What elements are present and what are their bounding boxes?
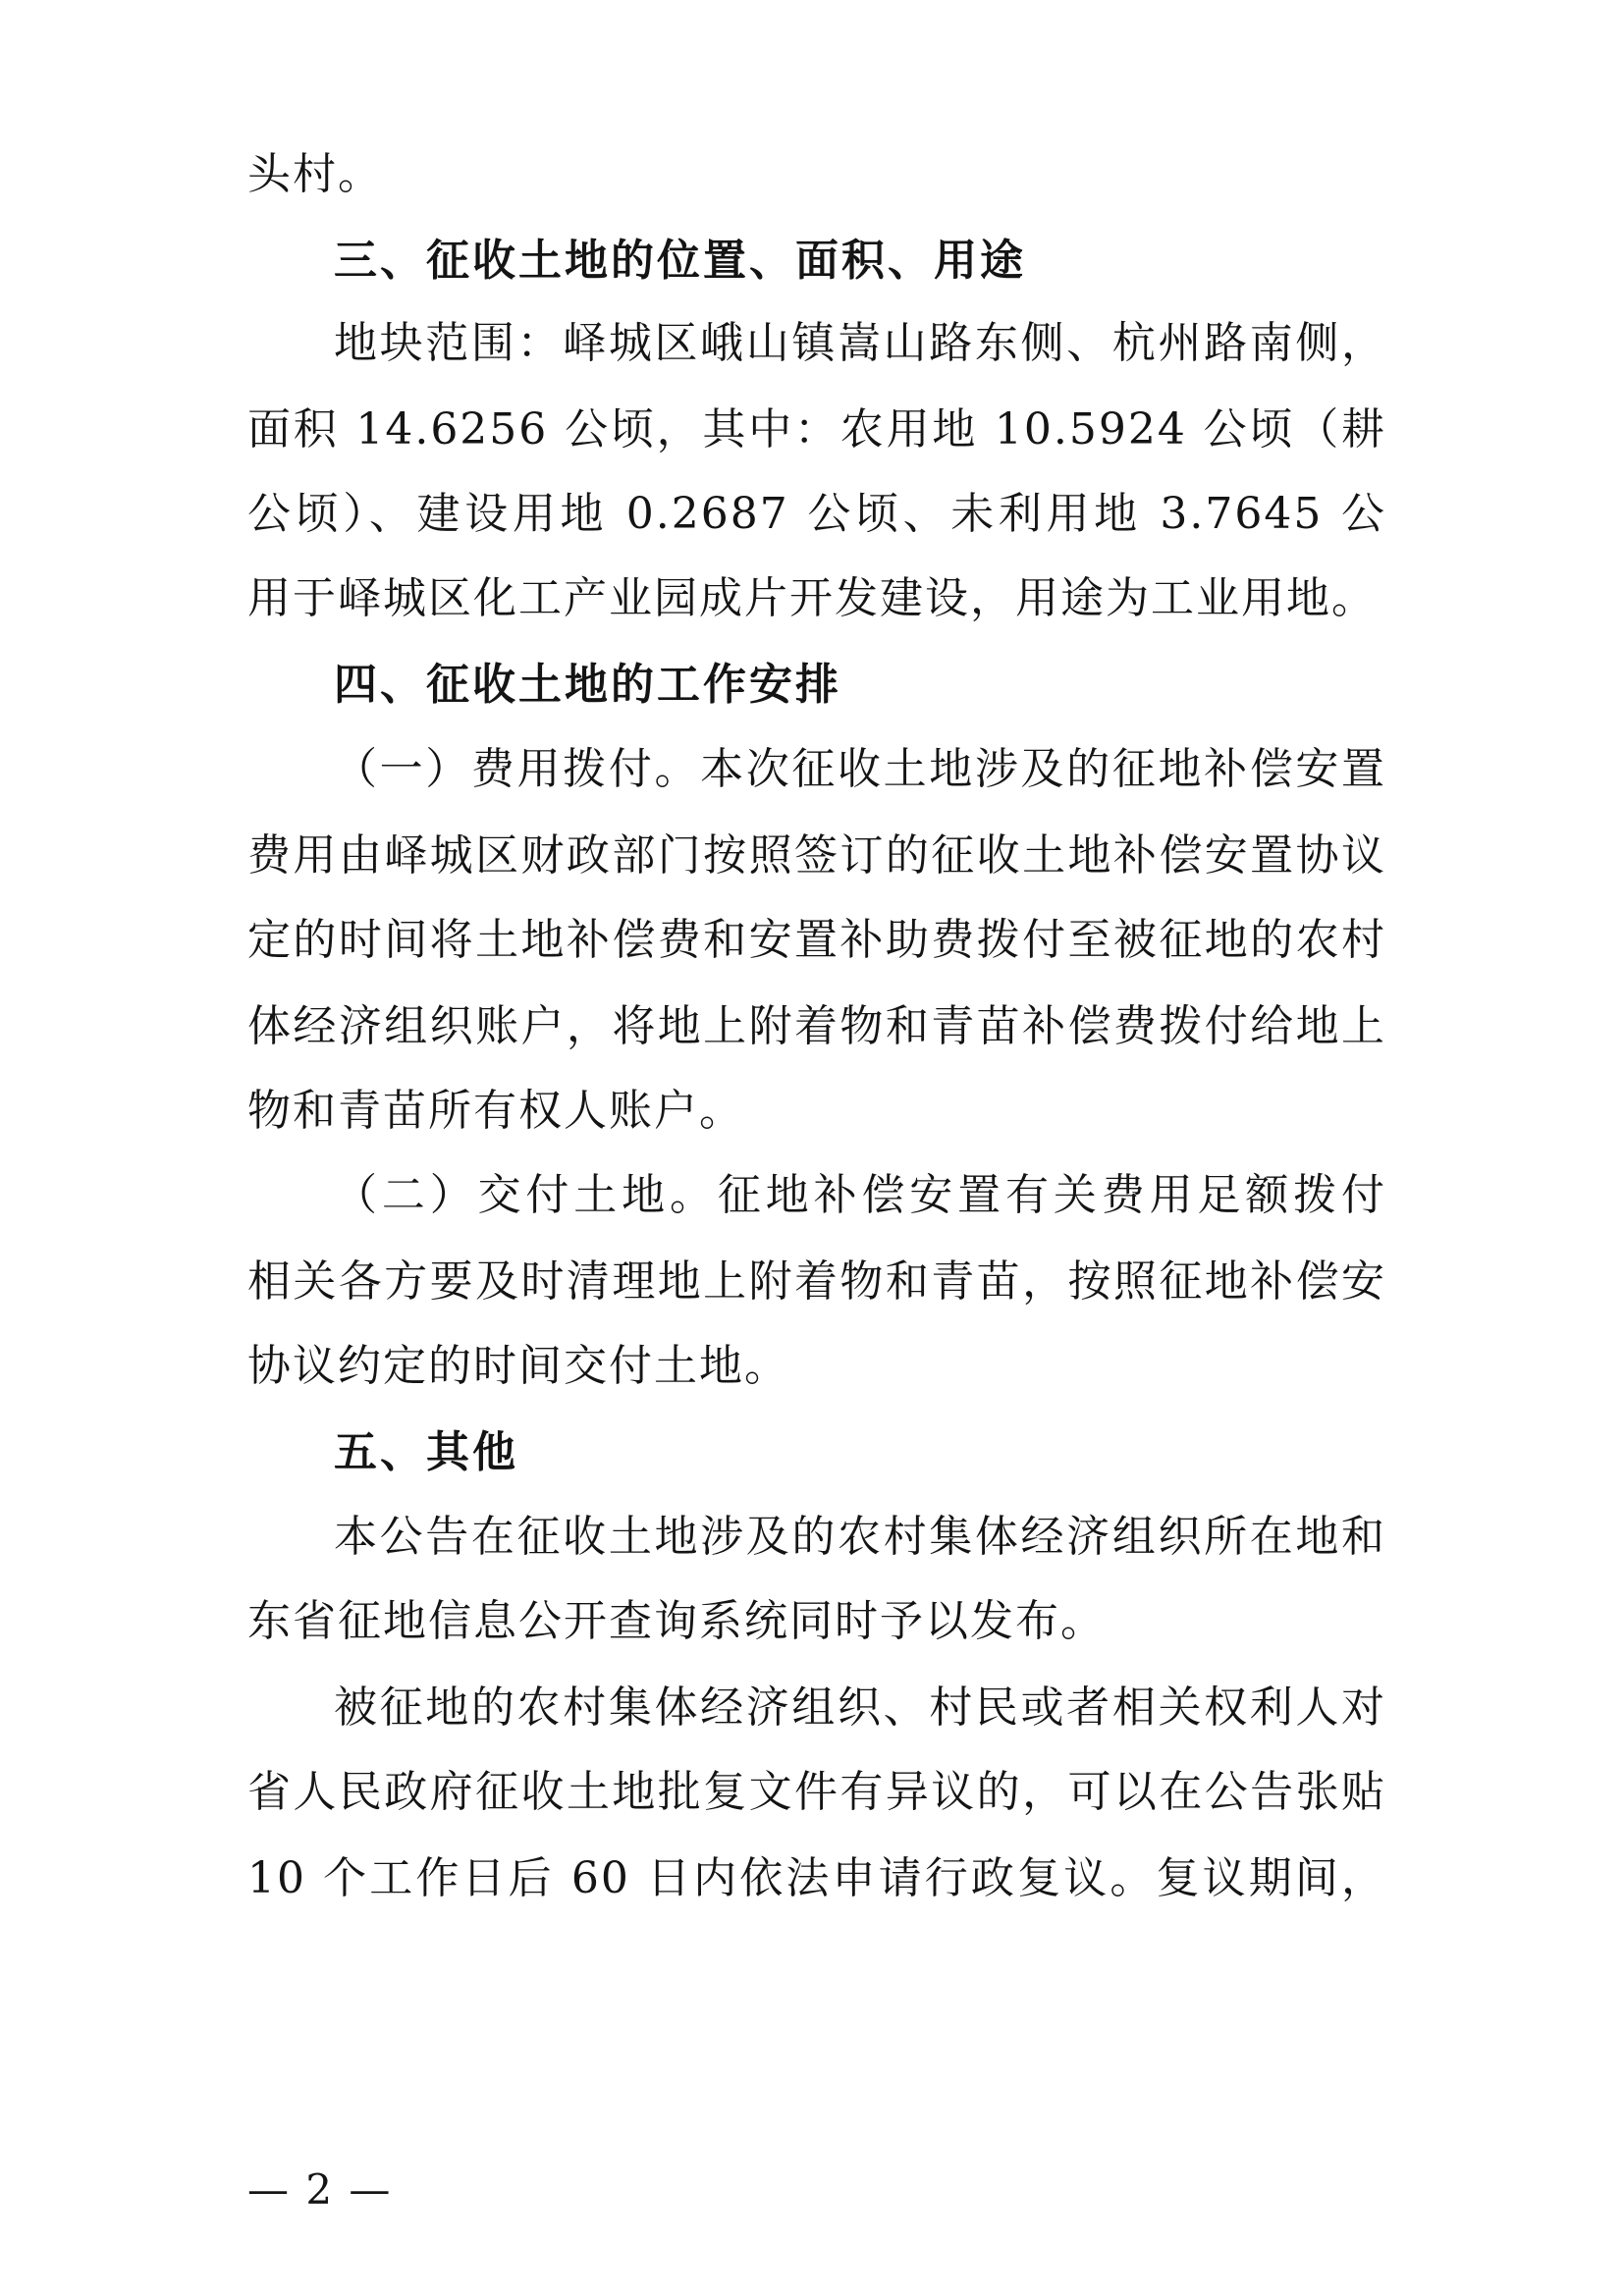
paragraph-line: 物和青苗所有权人账户。 xyxy=(247,1086,744,1136)
paragraph-line: 被征地的农村集体经济组织、村民或者相关权利人对 xyxy=(334,1682,1386,1733)
section-heading-4: 四、征收土地的工作安排 xyxy=(334,660,841,710)
paragraph-line: 面积 14.6256 公顷，其中：农用地 10.5924 公顷（耕 xyxy=(247,404,1386,454)
paragraph-line: 10 个工作日后 60 日内依法申请行政复议。复议期间， xyxy=(247,1853,1386,1903)
paragraph-line: 本公告在征收土地涉及的农村集体经济组织所在地和 xyxy=(334,1512,1386,1562)
section-heading-3: 三、征收土地的位置、面积、用途 xyxy=(334,236,1026,286)
page-number: — 2 — xyxy=(247,2165,393,2214)
paragraph-line: 省人民政府征收土地批复文件有异议的，可以在公告张贴 xyxy=(247,1767,1386,1817)
paragraph-line: 相关各方要及时清理地上附着物和青苗，按照征地补偿安 xyxy=(247,1256,1386,1307)
paragraph-line: 用于峄城区化工产业园成片开发建设，用途为工业用地。 xyxy=(247,573,1377,623)
paragraph-line: 头村。 xyxy=(247,149,383,199)
paragraph-line: 体经济组织账户，将地上附着物和青苗补偿费拨付给地上 xyxy=(247,1001,1386,1051)
section-heading-5: 五、其他 xyxy=(334,1427,518,1477)
paragraph-line: 东省征地信息公开查询系统同时予以发布。 xyxy=(247,1596,1106,1646)
paragraph-line: 定的时间将土地补偿费和安置补助费拨付至被征地的农村 xyxy=(247,915,1386,965)
paragraph-line: 协议约定的时间交付土地。 xyxy=(247,1341,789,1391)
paragraph-line: （二）交付土地。征地补偿安置有关费用足额拨付 xyxy=(334,1170,1386,1220)
paragraph-line: （一）费用拨付。本次征收土地涉及的征地补偿安置 xyxy=(334,744,1386,794)
paragraph-line: 费用由峄城区财政部门按照签订的征收土地补偿安置协议 xyxy=(247,830,1386,881)
paragraph-line: 公顷）、建设用地 0.2687 公顷、未利用地 3.7645 公 xyxy=(247,489,1386,539)
paragraph-line: 地块范围：峄城区峨山镇嵩山路东侧、杭州路南侧， xyxy=(334,318,1386,368)
